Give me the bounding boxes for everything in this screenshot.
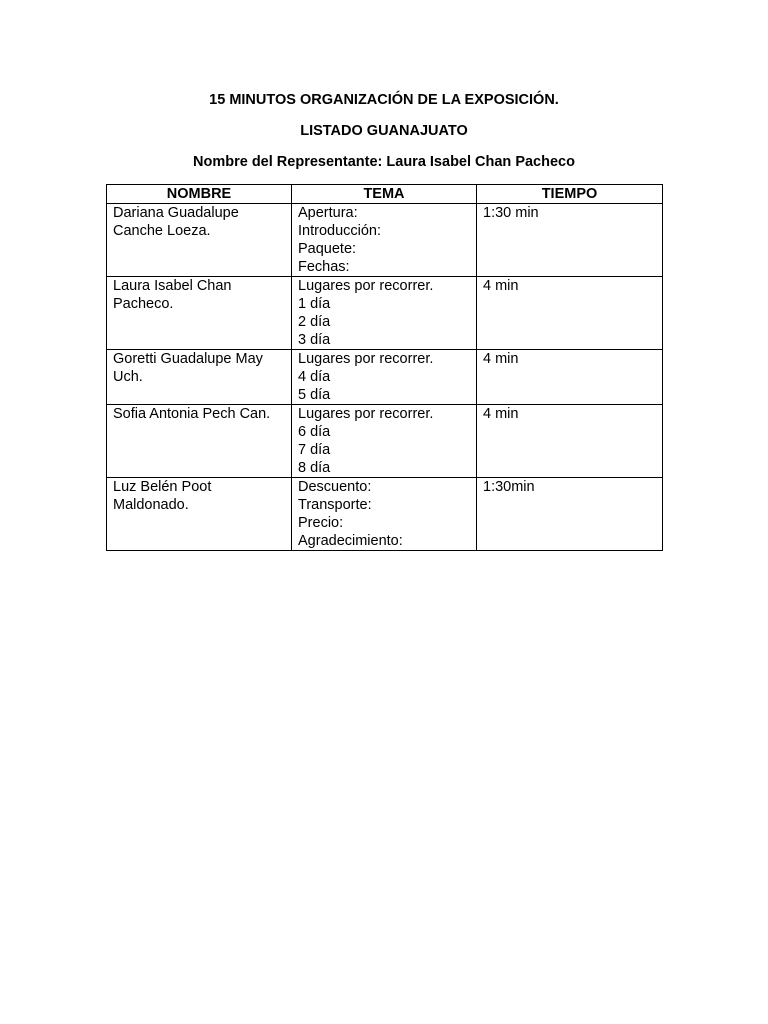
name-text: Sofia Antonia Pech Can.	[113, 406, 271, 422]
representative-line: Nombre del Representante: Laura Isabel Chan Pacheco	[193, 154, 575, 170]
topic-line: Transporte:	[298, 497, 372, 513]
topic-line: Lugares por recorrer.	[298, 278, 434, 294]
time-cell	[477, 350, 663, 405]
time-text: 4 min	[483, 278, 519, 294]
time-text: 4 min	[483, 406, 519, 422]
topic-line: Precio:	[298, 515, 344, 531]
name-text: Dariana Guadalupe Canche Loeza.	[113, 205, 239, 239]
time-cell	[477, 204, 663, 277]
table-row	[107, 405, 663, 478]
topic-line: Fechas:	[298, 259, 350, 275]
topic-cell	[292, 204, 477, 277]
document-subtitle: LISTADO GUANAJUATO	[300, 123, 468, 139]
name-text: Goretti Guadalupe May Uch.	[113, 351, 263, 385]
column-header-topic: TEMA	[292, 185, 477, 204]
schedule-table	[106, 184, 663, 551]
time-cell	[477, 405, 663, 478]
name-cell	[107, 204, 292, 277]
time-text: 4 min	[483, 351, 519, 367]
topic-line: 5 día	[298, 387, 331, 403]
topic-cell	[292, 277, 477, 350]
table-header-row	[107, 185, 663, 204]
topic-line: 3 día	[298, 332, 331, 348]
topic-line: 8 día	[298, 460, 331, 476]
topic-line: 4 día	[298, 369, 331, 385]
table-row	[107, 277, 663, 350]
topic-line: Lugares por recorrer.	[298, 351, 434, 367]
column-header-name: NOMBRE	[107, 185, 292, 204]
time-text: 1:30 min	[483, 205, 539, 221]
topic-line: Agradecimiento:	[298, 533, 403, 549]
table-row	[107, 204, 663, 277]
table-row	[107, 478, 663, 551]
table-row	[107, 350, 663, 405]
name-cell	[107, 350, 292, 405]
topic-line: Apertura:	[298, 205, 358, 221]
topic-line: Introducción:	[298, 223, 382, 239]
topic-cell	[292, 405, 477, 478]
time-cell	[477, 478, 663, 551]
time-cell	[477, 277, 663, 350]
name-cell	[107, 277, 292, 350]
name-text: Luz Belén Poot Maldonado.	[113, 479, 212, 513]
time-text: 1:30min	[483, 479, 535, 495]
column-header-time: TIEMPO	[477, 185, 663, 204]
topic-cell	[292, 350, 477, 405]
name-cell	[107, 478, 292, 551]
topic-line: 7 día	[298, 442, 331, 458]
name-cell	[107, 405, 292, 478]
topic-line: Descuento:	[298, 479, 372, 495]
topic-line: Paquete:	[298, 241, 357, 257]
topic-cell	[292, 478, 477, 551]
topic-line: Lugares por recorrer.	[298, 406, 434, 422]
topic-line: 2 día	[298, 314, 331, 330]
topic-line: 6 día	[298, 424, 331, 440]
document-title: 15 MINUTOS ORGANIZACIÓN DE LA EXPOSICIÓN.	[209, 92, 559, 108]
topic-line: 1 día	[298, 296, 331, 312]
name-text: Laura Isabel Chan Pacheco.	[113, 278, 232, 312]
